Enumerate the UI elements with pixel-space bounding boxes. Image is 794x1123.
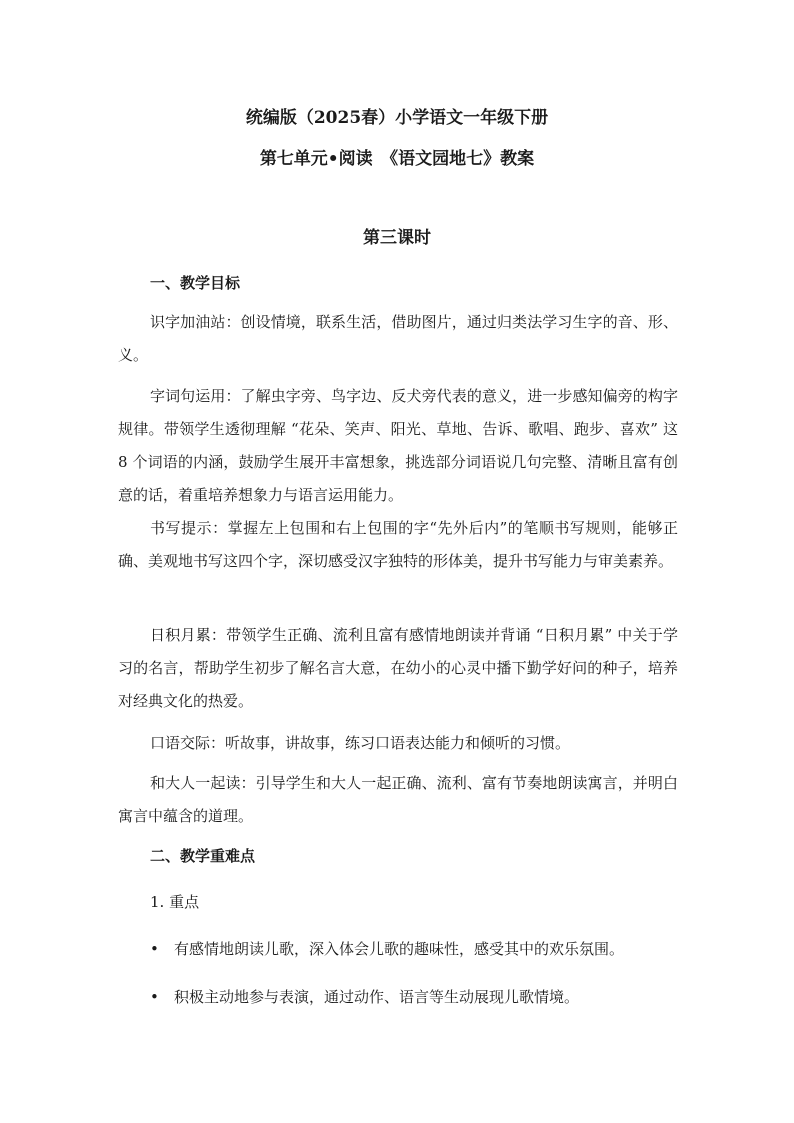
bullet-marker: • bbox=[150, 988, 159, 1006]
section-heading-objectives: 一、教学目标 bbox=[150, 274, 241, 292]
lesson-title: 第三课时 bbox=[363, 228, 431, 248]
list-item-text: 有感情地朗读儿歌，深入体会儿歌的趣味性，感受其中的欢乐氛围。 bbox=[174, 940, 625, 958]
objective-paragraph-writing: 书写提示：掌握左上包围和右上包围的字“先外后内”的笔顺书写规则，能够正确、美观地书写这四个字，深切感受汉字独特的形体美，提升书写能力与审美素养。 bbox=[118, 519, 678, 570]
document-title: 统编版（2025春）小学语文一年级下册 bbox=[245, 108, 549, 128]
section-heading-key-points: 二、教学重难点 bbox=[150, 847, 256, 865]
list-item bbox=[150, 987, 579, 1007]
list-item bbox=[150, 939, 624, 959]
list-item-text: 积极主动地参与表演，通过动作、语言等生动展现儿歌情境。 bbox=[174, 988, 580, 1006]
bullet-marker: • bbox=[150, 940, 159, 958]
objective-paragraph-reading: 和大人一起读：引导学生和大人一起正确、流利、富有节奏地朗读寓言，并明白寓言中蕴含的道理。 bbox=[118, 774, 678, 825]
objective-paragraph-literacy: 识字加油站：创设情境，联系生活，借助图片，通过归类法学习生字的音、形、义。 bbox=[118, 313, 678, 364]
objective-paragraph-accumulation: 日积月累：带领学生正确、流利且富有感情地朗读并背诵 “日积月累” 中关于学习的名言，帮助学生初步了解名言大意，在幼小的心灵中播下勤学好问的种子，培养对经典文化的热爱。 bbox=[118, 626, 678, 710]
objective-paragraph-oral: 口语交际：听故事，讲故事，练习口语表达能力和倾听的习惯。 bbox=[150, 734, 571, 752]
document-subtitle: 第七单元•阅读 《语文园地七》教案 bbox=[259, 149, 535, 169]
subheading-key-point: 1. 重点 bbox=[150, 893, 200, 911]
objective-paragraph-words: 字词句运用：了解虫字旁、鸟字边、反犬旁代表的意义，进一步感知偏旁的构字规律。带领学生透彻理解 “花朵、笑声、阳光、草地、告诉、歌唱、跑步、喜欢” 这 8 个词语的内涵，鼓励学生展开丰富想象，挑选部分词语说几句完整、清晰且富有创意的话，着重培养想象力与语言运用能力。 bbox=[118, 387, 678, 504]
